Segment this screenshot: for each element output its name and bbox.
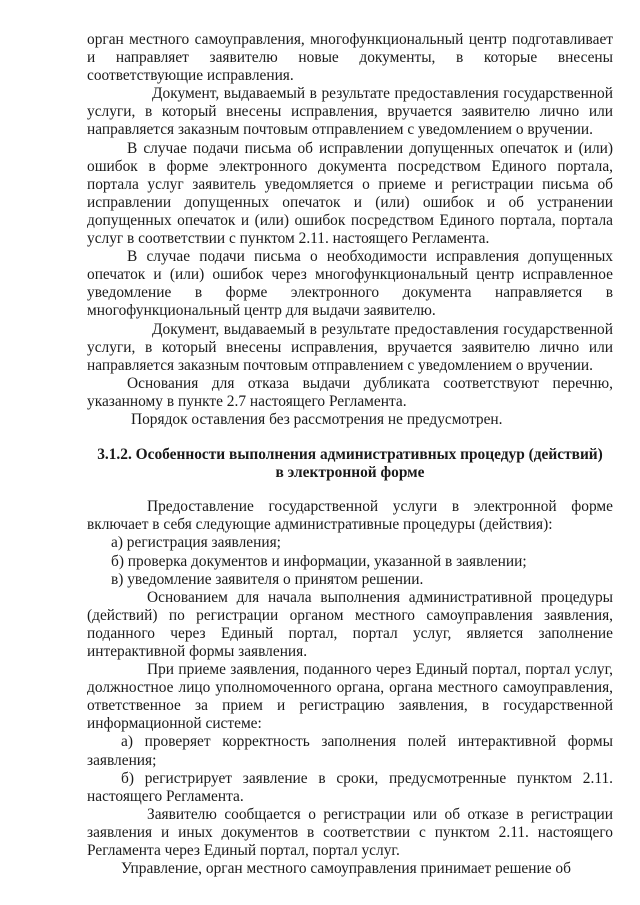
list-item: б) проверка документов и информации, указанной в заявлении; <box>111 552 527 570</box>
section-heading-line1: 3.1.2. Особенности выполнения административных процедур (действий) <box>97 446 603 464</box>
paragraph: Документ, выдаваемый в результате предоставления государственной услуги, в который внесены исправления, вручается заявителю лично или направляется заказным почтовым отправлением с уведомлением о вручении. <box>87 85 613 139</box>
paragraph: Основания для отказа выдачи дубликата соответствуют перечню, указанному в пункте 2.7 настоящего Регламента. <box>87 374 613 410</box>
paragraph: При приеме заявления, поданного через Единый портал, портал услуг, должностное лицо уполномоченного органа, органа местного самоуправления, ответственное за прием и регистрацию заявления, в государственной информационной системе: <box>87 661 613 733</box>
paragraph: орган местного самоуправления, многофункциональный центр подготавливает и направляет заявителю новые документы, в которые внесены соответствующие исправления. <box>87 31 613 85</box>
intro-paragraph: Предоставление государственной услуги в электронной форме включает в себя следующие административные процедуры (действия): <box>87 498 613 534</box>
paragraph: а) проверяет корректность заполнения полей интерактивной формы заявления; <box>87 733 613 769</box>
document-page <box>87 31 613 878</box>
list-item: в) уведомление заявителя о принятом решении. <box>111 570 424 588</box>
paragraph: Документ, выдаваемый в результате предоставления государственной услуги, в который внесены исправления, вручается заявителю лично или направляется заказным почтовым отправлением с уведомлением о вручении. <box>87 320 613 374</box>
paragraph: В случае подачи письма о необходимости исправления допущенных опечаток и (или) ошибок через многофункциональный центр исправленное уведомление в форме электронного документа направляется в многофункциональный центр для выдачи заявителю. <box>87 248 613 320</box>
section-heading <box>87 446 613 482</box>
list-item: а) регистрация заявления; <box>111 534 281 552</box>
paragraph: В случае подачи письма об исправлении допущенных опечаток и (или) ошибок в форме электронного документа посредством Единого портала, портала услуг заявитель уведомляется о приеме и регистрации письма об исправлении допущенных опечаток и (или) ошибок и об устранении допущенных опечаток и (или) ошибок посредством Единого портала, портала услуг в соответствии с пунктом 2.11. настоящего Регламента. <box>87 139 613 248</box>
paragraph: б) регистрирует заявление в сроки, предусмотренные пунктом 2.11. настоящего Регламента. <box>87 769 613 805</box>
paragraph: Заявителю сообщается о регистрации или об отказе в регистрации заявления и иных документов в соответствии с пунктом 2.11. настоящего Регламента через Единый портал, портал услуг. <box>87 805 613 860</box>
paragraph: Основанием для начала выполнения административной процедуры (действий) по регистрации органом местного самоуправления заявления, поданного через Единый портал, портал услуг, является заполнение интерактивной формы заявления. <box>87 588 613 660</box>
paragraph: Порядок оставления без рассмотрения не предусмотрен. <box>131 410 503 428</box>
section-heading-line2: в электронной форме <box>275 464 425 482</box>
procedures-list <box>87 534 613 588</box>
paragraph: Управление, орган местного самоуправления принимает решение об <box>121 860 571 878</box>
